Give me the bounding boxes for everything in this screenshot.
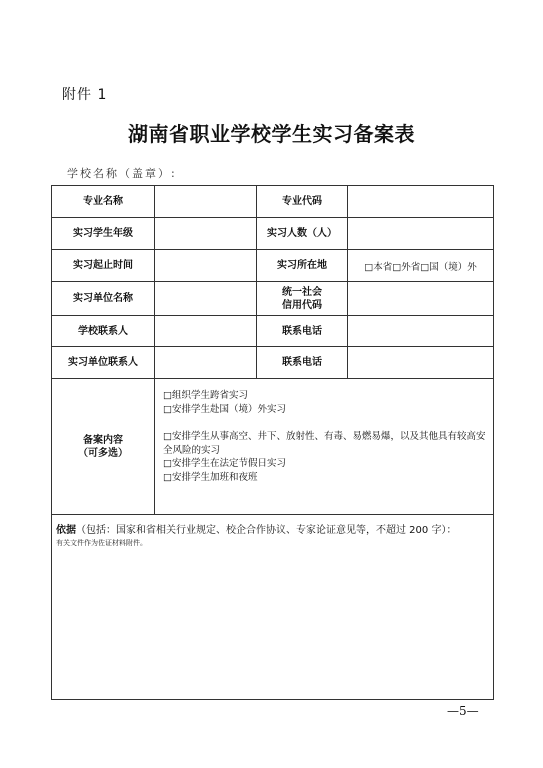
page-number: —5— [447, 704, 479, 718]
major-code-label: 专业代码 [257, 186, 348, 218]
filing-form-table [51, 185, 494, 700]
form-title: 湖南省职业学校学生实习备案表 [128, 122, 415, 146]
unit-contact-field[interactable] [155, 347, 257, 379]
basis-section[interactable] [52, 515, 494, 700]
table-row [52, 282, 494, 316]
table-row [52, 316, 494, 347]
option-cross-province[interactable]: □组织学生跨省实习 [163, 390, 248, 401]
unit-name-label: 实习单位名称 [52, 282, 155, 316]
basis-note: 有关文件作为佐证材料附件。 [56, 539, 147, 547]
credit-code-label [257, 282, 348, 316]
period-label: 实习起止时间 [52, 250, 155, 282]
major-name-field[interactable] [155, 186, 257, 218]
basis-label: 依据 [56, 525, 76, 536]
count-field[interactable] [348, 218, 494, 250]
unit-name-field[interactable] [155, 282, 257, 316]
credit-code-field[interactable] [348, 282, 494, 316]
filing-options [155, 379, 494, 515]
unit-contact-label: 实习单位联系人 [52, 347, 155, 379]
filing-content-label [52, 379, 155, 515]
option-overtime-night[interactable]: □安排学生加班和夜班 [163, 471, 258, 483]
filing-content-label-line1: 备案内容 [83, 434, 123, 446]
period-field[interactable] [155, 250, 257, 282]
basis-description: （包括：国家和省相关行业规定、校企合作协议、专家论证意见等，不超过 200 字）： [76, 525, 457, 536]
major-code-field[interactable] [348, 186, 494, 218]
table-row [52, 186, 494, 218]
school-contact-field[interactable] [155, 316, 257, 347]
option-high-risk[interactable]: □安排学生从事高空、井下、放射性、有毒、易燃易爆，以及其他具有较高安全风险的实习 [163, 431, 486, 456]
credit-code-label-line1: 统一社会 [282, 286, 322, 298]
location-options[interactable]: □本省□外省□国（境）外 [348, 250, 494, 282]
count-label: 实习人数（人） [257, 218, 348, 250]
option-overseas[interactable]: □安排学生赴国（境）外实习 [163, 403, 286, 415]
location-label: 实习所在地 [257, 250, 348, 282]
filing-content-label-line2: （可多选） [78, 447, 128, 459]
unit-phone-field[interactable] [348, 347, 494, 379]
major-name-label: 专业名称 [52, 186, 155, 218]
table-row [52, 347, 494, 379]
attachment-label: 附件 1 [62, 87, 108, 103]
school-phone-label: 联系电话 [257, 316, 348, 347]
school-name-line: 学校名称（盖章）: [67, 167, 177, 180]
unit-phone-label: 联系电话 [257, 347, 348, 379]
basis-heading [56, 521, 489, 536]
table-row [52, 515, 494, 700]
option-holiday[interactable]: □安排学生在法定节假日实习 [163, 458, 286, 469]
credit-code-label-line2: 信用代码 [282, 299, 322, 311]
school-phone-field[interactable] [348, 316, 494, 347]
grade-field[interactable] [155, 218, 257, 250]
table-row [52, 218, 494, 250]
table-row [52, 250, 494, 282]
school-contact-label: 学校联系人 [52, 316, 155, 347]
table-row [52, 379, 494, 515]
grade-label: 实习学生年级 [52, 218, 155, 250]
